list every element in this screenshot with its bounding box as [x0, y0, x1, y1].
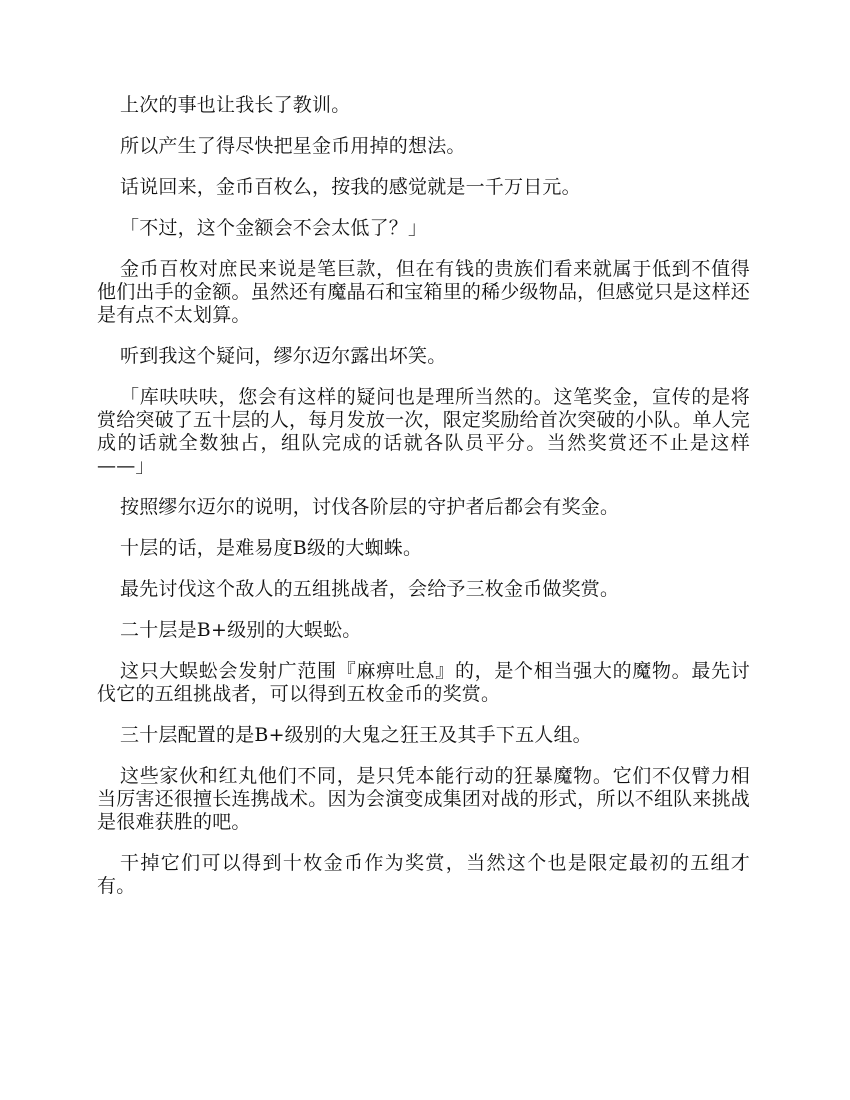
paragraph: 「库呋呋呋，您会有这样的疑问也是理所当然的。这笔奖金，宣传的是将赏给突破了五十层的人，每月发放一次，限定奖励给首次突破的小队。单人完成的话就全数独占，组队完成的话就各队员平分。当然奖赏还不止是这样——」: [97, 386, 750, 477]
paragraph: 话说回来，金币百枚么，按我的感觉就是一千万日元。: [120, 176, 581, 198]
paragraph: 所以产生了得尽快把星金币用掉的想法。: [120, 135, 466, 157]
paragraph: 听到我这个疑问，缪尔迈尔露出坏笑。: [120, 345, 447, 367]
paragraph: 三十层配置的是B+级别的大鬼之狂王及其手下五人组。: [120, 724, 592, 746]
paragraph: 上次的事也让我长了教训。: [120, 94, 351, 116]
paragraph: 最先讨伐这个敌人的五组挑战者，会给予三枚金币做奖赏。: [120, 578, 620, 600]
paragraph: 这些家伙和红丸他们不同，是只凭本能行动的狂暴魔物。它们不仅臂力相当厉害还很擅长连携战术。因为会演变成集团对战的形式，所以不组队来挑战是很难获胜的吧。: [97, 765, 750, 833]
paragraph: 这只大蜈蚣会发射广范围『麻痹吐息』的，是个相当强大的魔物。最先讨伐它的五组挑战者，可以得到五枚金币的奖赏。: [97, 660, 750, 705]
paragraph: 二十层是B+级别的大蜈蚣。: [120, 619, 362, 641]
paragraph: 金币百枚对庶民来说是笔巨款，但在有钱的贵族们看来就属于低到不值得他们出手的金额。虽然还有魔晶石和宝箱里的稀少级物品，但感觉只是这样还是有点不太划算。: [97, 258, 750, 326]
document-page: [97, 94, 750, 916]
paragraph: 十层的话，是难易度B级的大蜘蛛。: [120, 537, 423, 559]
paragraph: 按照缪尔迈尔的说明，讨伐各阶层的守护者后都会有奖金。: [120, 496, 620, 518]
paragraph: 「不过，这个金额会不会太低了？」: [120, 217, 428, 239]
paragraph: 干掉它们可以得到十枚金币作为奖赏，当然这个也是限定最初的五组才有。: [97, 852, 750, 897]
